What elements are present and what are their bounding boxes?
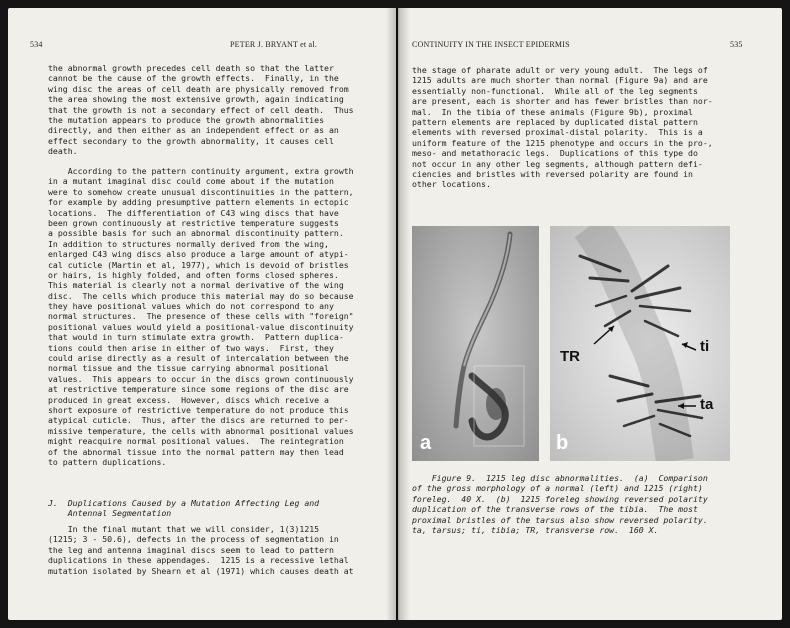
text-line: missive temperature, the cells with abnormal positional values [48, 425, 354, 436]
text-line: short exposure of restrictive temperature do not produce this [48, 404, 349, 415]
text-line: for example by adding presumptive pattern elements in ectopic [48, 197, 349, 208]
text-line: In addition to structures normally derived from the wing, [48, 238, 329, 249]
left-running-head: PETER J. BRYANT et al. [230, 40, 317, 49]
text-line: other locations. [412, 179, 491, 190]
text-line: death. [48, 146, 78, 157]
panel-b-letter: b [556, 432, 569, 454]
right-page [398, 8, 782, 620]
text-line: values. This appears to occur in the discs grown continuously [48, 373, 354, 384]
text-line: directly, and then either as an independent effect or as an [48, 125, 339, 136]
text-line: uniform feature of the 1215 phenotype and occurs in the pro-, [412, 137, 713, 148]
text-line: might reacquire normal positional values. The reintegration [48, 436, 344, 447]
text-line: or hairs, is highly folded, and often forms closed spheres. [48, 269, 339, 280]
left-page [8, 8, 396, 620]
label-tibia: ti [700, 338, 710, 355]
label-tarsus: ta [700, 396, 714, 413]
text-line: essentially non-functional. While all of the leg segments [412, 85, 698, 96]
text-line: tions could then arise in either of two ways. First, they [48, 342, 334, 353]
text-line: normal tissue and the tissue carrying abnormal positional [48, 363, 329, 374]
label-transverse-row: TR [560, 348, 580, 365]
right-page-number: 535 [730, 40, 743, 49]
text-line: meso- and metathoracic legs. Duplications of this type do [412, 148, 698, 159]
text-line: elements with reversed proximal-distal polarity. This is a [412, 127, 703, 138]
panel-a-letter: a [420, 432, 432, 454]
text-line: at restrictive temperature since some regions of the disc are [48, 384, 349, 395]
text-line: a possible basis for such an abnormal discontinuity pattern. [48, 228, 344, 239]
right-running-head: CONTINUITY IN THE INSECT EPIDERMIS [412, 40, 570, 49]
text-line: atypical cuticle. Thus, after the discs are returned to per- [48, 415, 349, 426]
right-paragraph-1 [412, 65, 713, 190]
text-line: are present, each is shorter and has fewer bristles than nor- [412, 96, 713, 107]
text-line: ta, tarsus; ti, tibia; TR, transverse row. 160 X. [412, 524, 659, 535]
text-line: disc. The cells which produce this material may do so because [48, 290, 354, 301]
text-line: the area showing the most extensive growth, again indicating [48, 94, 344, 105]
text-line: the leg and antenna imaginal discs seem to lead to pattern [48, 544, 334, 555]
text-line: of the gross morphology of a normal (left) and 1215 (right) [412, 483, 703, 494]
text-line: This material is clearly not a normal derivative of the wing [48, 280, 344, 291]
text-line: enlarged C43 wing discs also produce a large amount of atypi- [48, 249, 349, 260]
text-line: were to somehow create unusual discontinuities in the pattern, [48, 186, 354, 197]
text-line: 1215 adults are much shorter than normal (Figure 9a) and are [412, 75, 708, 86]
text-line: duplication of the transverse rows of the tibia. The most [412, 504, 698, 515]
text-line: of the abnormal tissue into the normal pattern may then lead [48, 446, 344, 457]
text-line: pattern elements are replaced by duplicated distal pattern [412, 116, 698, 127]
text-line: Figure 9. 1215 leg disc abnormalities. (a) Comparison [412, 473, 708, 483]
text-line: the mutation appears to produce the growth abnormalities [48, 114, 325, 125]
text-line: not occur in any other leg segments, although pattern defi- [412, 158, 703, 169]
text-line: cal cuticle (Martin et al, 1977), which is devoid of bristles [48, 259, 349, 270]
figure-caption [412, 473, 708, 535]
text-line: mal. In the tibia of these animals (Figure 9b), proximal [412, 106, 693, 117]
text-line: J. Duplications Caused by a Mutation Affecting Leg and [48, 498, 320, 508]
text-line: that the growth is not a secondary effect of cell death. Thus [48, 104, 354, 115]
text-line: (1215; 3 - 50.6), defects in the process of segmentation in [48, 534, 339, 545]
text-line: According to the pattern continuity argument, extra growth [48, 166, 354, 176]
text-line: foreleg. 40 X. (b) 1215 foreleg showing reversed polarity [412, 493, 708, 504]
text-line: mutation isolated by Shearn et al (1971) which causes death at [48, 565, 354, 576]
text-line: in a mutant imaginal disc could come about if the mutation [48, 176, 334, 187]
text-line: cannot be the cause of the growth effects. Finally, in the [48, 73, 339, 84]
left-paragraph-2 [48, 166, 354, 467]
text-line: produced in great excess. However, discs which receive a [48, 394, 329, 405]
text-line: duplications in these appendages. 1215 is a recessive lethal [48, 555, 349, 566]
section-heading [48, 498, 319, 519]
text-line: could arise directly as a result of intercalation between the [48, 353, 349, 364]
left-page-number: 534 [30, 40, 43, 49]
book-gutter-shadow [386, 8, 410, 620]
text-line: the abnormal growth precedes cell death so that the latter [48, 63, 334, 73]
text-line: Antennal Segmentation [48, 508, 172, 519]
text-line: to pattern duplications. [48, 456, 167, 467]
figure-9b-photo [550, 226, 730, 461]
text-line: In the final mutant that we will consider, 1(3)1215 [48, 524, 320, 534]
figure-9a-photo [412, 226, 539, 461]
text-line: positional values would yield a positional-value discontinuity [48, 321, 354, 332]
text-line: ciencies and bristles with reversed polarity are found in [412, 168, 693, 179]
text-line: locations. The differentiation of C43 wing discs that have [48, 207, 339, 218]
text-line: normal structures. The presence of these cells with "foreign" [48, 311, 354, 322]
text-line: they have positional values which do not correspond to any [48, 301, 334, 312]
text-line: the stage of pharate adult or very young adult. The legs of [412, 65, 708, 75]
text-line: been grown continuously at restrictive temperature suggests [48, 217, 339, 228]
leg-silhouettes-drawing [412, 226, 539, 461]
text-line: wing disc the areas of cell death are physically removed from [48, 83, 349, 94]
left-paragraph-3 [48, 524, 354, 576]
text-line: proximal bristles of the tarsus also show reversed polarity. [412, 514, 708, 525]
text-line: that would in turn stimulate extra growth. Pattern duplica- [48, 332, 344, 343]
left-paragraph-1 [48, 63, 354, 157]
text-line: effect secondary to the growth abnormality, it causes cell [48, 135, 334, 146]
